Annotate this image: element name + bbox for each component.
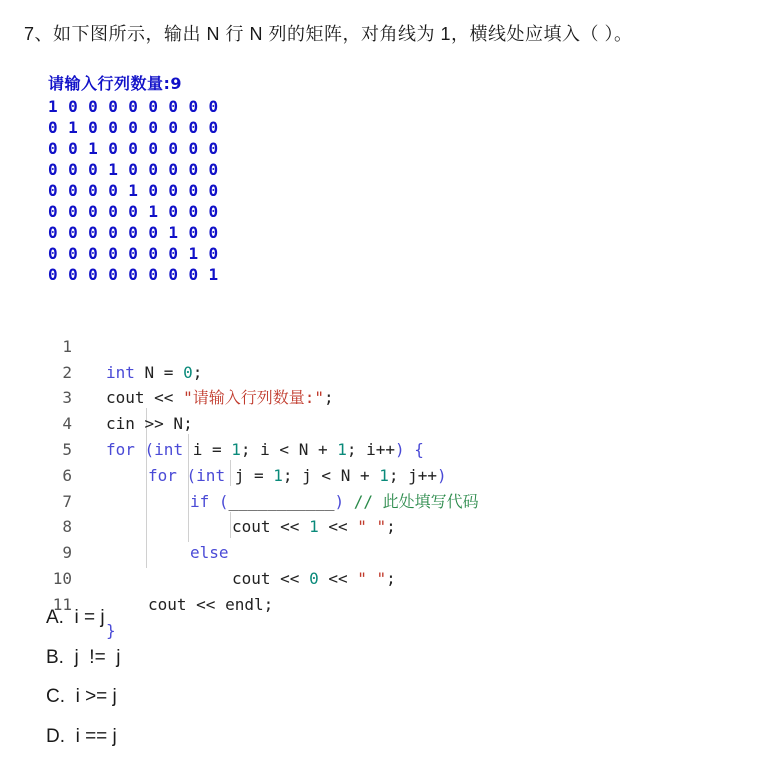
code-line-5: 5 for (int j = 1; j < N + 1; j++) xyxy=(40,411,79,437)
code-line-8: 8 else xyxy=(40,489,79,515)
matrix-row: 0 0 0 0 0 1 0 0 0 xyxy=(48,201,219,222)
indent-guide xyxy=(230,512,231,538)
line-number: 10 xyxy=(40,566,72,592)
line-number: 11 xyxy=(40,592,72,618)
console-prompt: 请输入行列数量:9 xyxy=(48,72,219,96)
line-number: 8 xyxy=(40,514,72,540)
code-line-1: 1 int N = 0; xyxy=(40,308,79,334)
matrix-row: 0 0 0 0 0 0 1 0 0 xyxy=(48,222,219,243)
line-number: 5 xyxy=(40,437,72,463)
fill-in-blank: ___________ xyxy=(229,492,335,511)
code-line-9: 9 cout << 0 << " "; xyxy=(40,514,79,540)
matrix-row: 0 1 0 0 0 0 0 0 0 xyxy=(48,117,219,138)
option-b[interactable]: B. j != j xyxy=(46,644,120,684)
question-text: 7、如下图所示，输出 N 行 N 列的矩阵，对角线为 1，横线处应填入（ ）。 xyxy=(24,20,633,46)
line-number: 7 xyxy=(40,489,72,515)
code-line-11: 11 } xyxy=(40,566,79,592)
option-a[interactable]: A. i = j xyxy=(46,604,120,644)
matrix-row: 0 0 0 0 0 0 0 1 0 xyxy=(48,243,219,264)
code-line-7: 7 cout << 1 << " "; xyxy=(40,463,79,489)
option-c[interactable]: C. i >= j xyxy=(46,683,120,723)
code-line-4: 4 for (int i = 1; i < N + 1; i++) { xyxy=(40,385,79,411)
code-line-6: 6 if (___________) // 此处填写代码 xyxy=(40,437,79,463)
line-number: 6 xyxy=(40,463,72,489)
matrix-row: 0 0 0 1 0 0 0 0 0 xyxy=(48,159,219,180)
code-line-3: 3 cin >> N; xyxy=(40,360,79,386)
answer-options xyxy=(46,604,120,762)
line-number: 2 xyxy=(40,360,72,386)
option-d[interactable]: D. i == j xyxy=(46,723,120,762)
line-number: 1 xyxy=(40,334,72,360)
line-number: 4 xyxy=(40,411,72,437)
matrix-row: 1 0 0 0 0 0 0 0 0 xyxy=(48,96,219,117)
line-number: 3 xyxy=(40,385,72,411)
code-listing xyxy=(40,308,79,592)
console-output xyxy=(48,72,219,285)
code-line-10: 10 cout << endl; xyxy=(40,540,79,566)
matrix-row: 0 0 1 0 0 0 0 0 0 xyxy=(48,138,219,159)
code-line-2: 2 cout << "请输入行列数量:"; xyxy=(40,334,79,360)
line-number: 9 xyxy=(40,540,72,566)
matrix-row: 0 0 0 0 1 0 0 0 0 xyxy=(48,180,219,201)
matrix-row: 0 0 0 0 0 0 0 0 1 xyxy=(48,264,219,285)
